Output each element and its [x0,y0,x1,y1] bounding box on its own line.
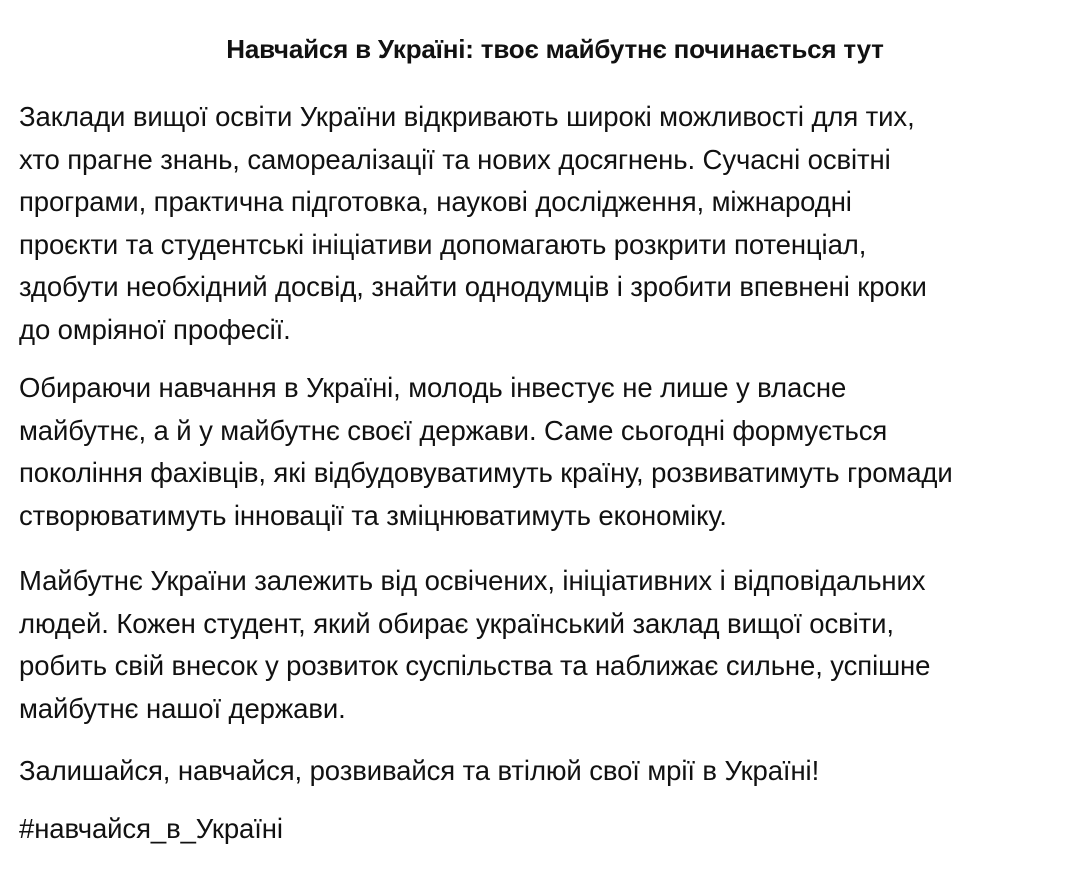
text-line: проєкти та студентські ініціативи допомагають розкрити потенціал, [19,228,867,260]
post-title: Навчайся в Україні: твоє майбутнє починається тут [226,34,884,64]
text-line: людей. Кожен студент, який обирає український заклад вищої освіти, [19,607,894,639]
text-line: Обираючи навчання в Україні, молодь інвестує не лише у власне [19,372,847,403]
text-line: Майбутнє України залежить від освічених, ініціативних і відповідальних [19,565,926,596]
paragraph-intro [19,96,1080,351]
text-line: програми, практична підготовка, наукові дослідження, міжнародні [19,186,852,217]
text-line: майбутнє, а й у майбутнє своєї держави. Саме сьогодні формується [19,414,888,446]
text-line: створюватимуть інновації та зміцнюватимуть економіку. [19,499,727,531]
text-line: покоління фахівців, які відбудовуватимуть країну, розвиватимуть громади [19,457,953,488]
text-line: Залишайся, навчайся, розвивайся та втілюй свої мрії в Україні! [19,755,820,786]
text-line: хто прагне знань, самореалізації та нових досягнень. Сучасні освітні [19,143,891,175]
text-line: здобути необхідний досвід, знайти однодумців і зробити впевнені кроки [19,271,927,302]
paragraph-future [19,560,1080,730]
text-line: Заклади вищої освіти України відкривають широкі можливості для тих, [19,101,915,132]
hashtag-link[interactable]: #навчайся_в_Україні [19,813,283,844]
hashtag[interactable] [19,808,1080,851]
text-line: робить свій внесок у розвиток суспільства та наближає сильне, успішне [19,650,931,681]
text-line: майбутнє нашої держави. [19,692,346,724]
paragraph-investment [19,367,1080,537]
text-line: до омріяної професії. [19,313,291,345]
paragraph-call-to-action [19,750,1080,793]
